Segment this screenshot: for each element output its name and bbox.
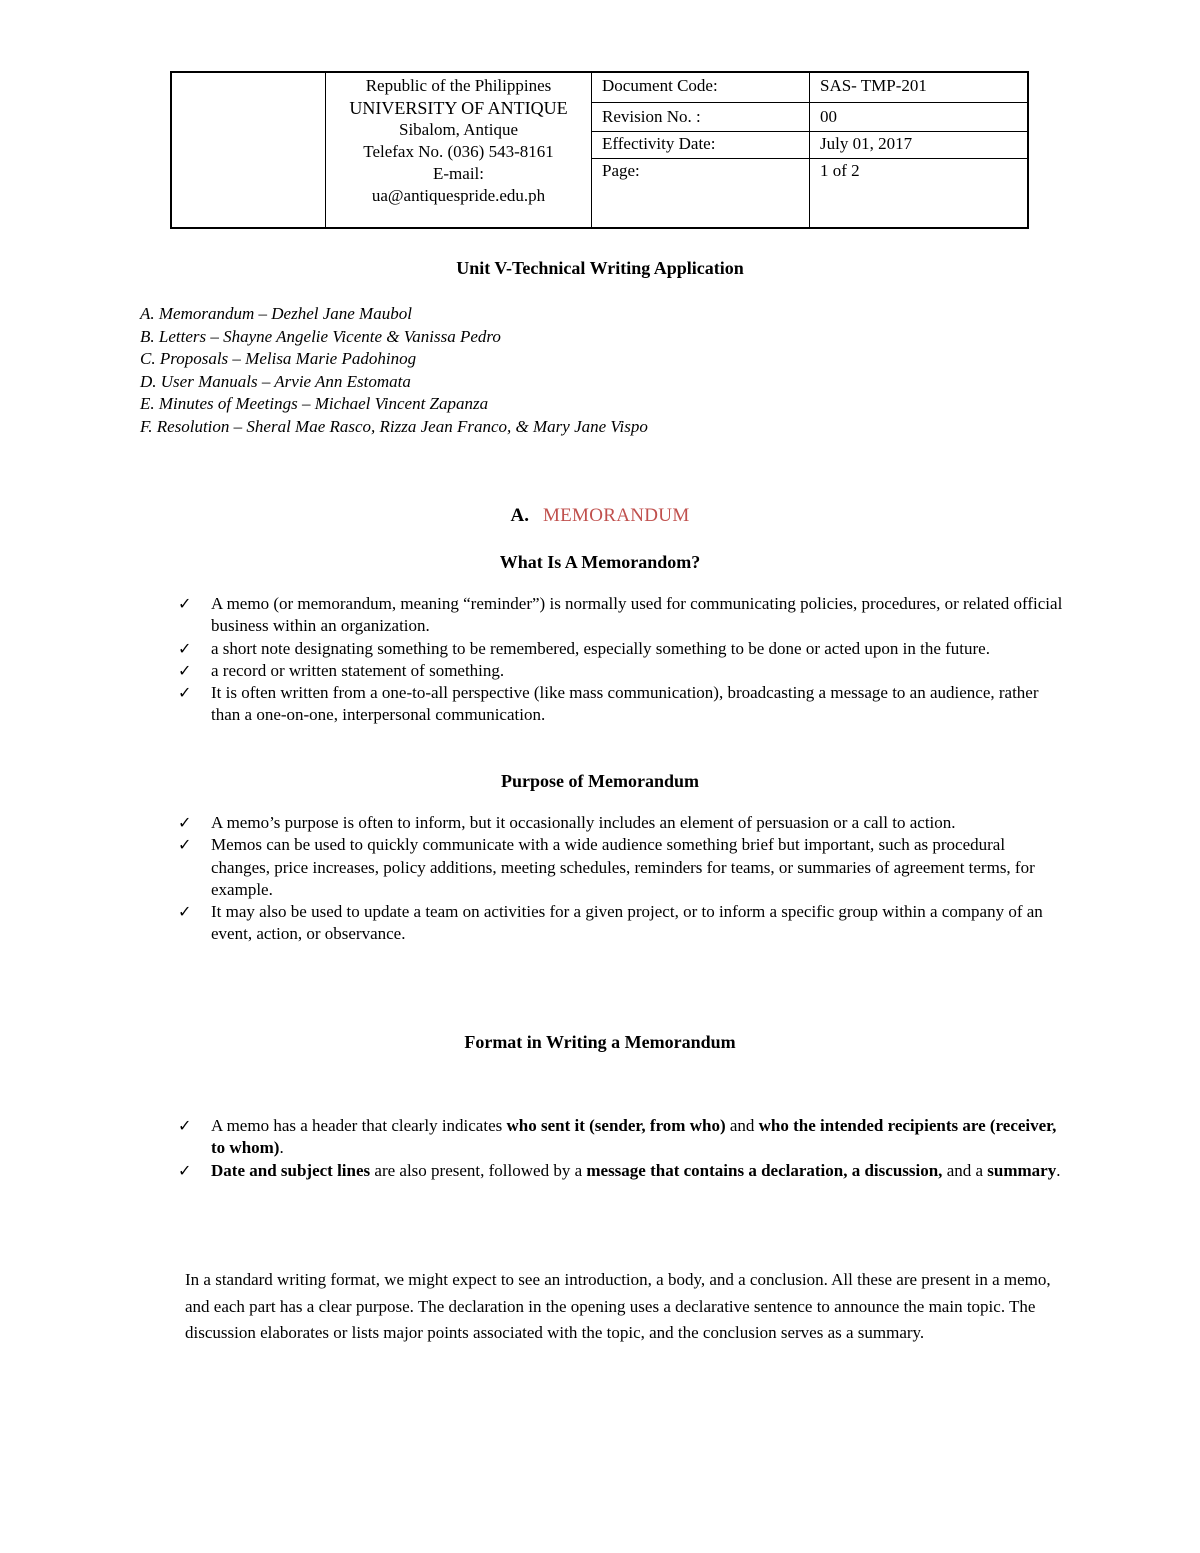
format-text: and — [725, 1116, 759, 1135]
list-item-text: Memos can be used to quickly communicate with a wide audience something brief but important, such as procedural changes, price increases, policy additions, meeting schedules, reminders for teams, or summaries of agreement terms, for example. — [211, 835, 1035, 899]
institution-republic: Republic of the Philippines — [365, 76, 552, 95]
format-bold: who the intended recipients are (receiver, to whom) — [211, 1116, 1057, 1158]
list-item — [178, 1160, 1068, 1182]
list-item — [178, 660, 1068, 682]
list-item-text: A memo (or memorandum, meaning “reminder”) is normally used for communicating policies, procedures, or related official business within an organization. — [211, 594, 1063, 636]
check-icon: ✓ — [178, 594, 192, 613]
purpose-heading: Purpose of Memorandum — [501, 771, 699, 791]
list-item-text: It may also be used to update a team on activities for a given project, or to inform a specific group within a company of an event, action, or observance. — [211, 902, 1043, 944]
list-item — [178, 638, 1068, 660]
document-header-table — [170, 71, 1029, 229]
unit-title: Unit V-Technical Writing Application — [456, 258, 744, 278]
what-is-list — [178, 593, 1068, 727]
summary-paragraph: In a standard writing format, we might expect to see an introduction, a body, and a conclusion. All these are present in a memo, and each part has a clear purpose. The declaration in the opening uses a declarative sentence to announce the main topic. The discussion elaborates or lists major points associated with the topic, and the conclusion serves as a summary. — [185, 1270, 1051, 1342]
format-text: . — [279, 1138, 284, 1158]
document-code-value: SAS- TMP-201 — [810, 73, 1029, 103]
list-item-text: It is often written from a one-to-all perspective (like mass communication), broadcasting a message to an audience, rather than a one-on-one, interpersonal communication. — [211, 683, 1039, 725]
list-item — [178, 682, 1068, 727]
list-item-text: a record or written statement of something. — [211, 660, 505, 680]
check-icon: ✓ — [178, 1116, 192, 1135]
format-bold: Date and subject lines — [211, 1160, 371, 1180]
institution-email: ua@antiquespride.edu.ph — [371, 186, 546, 205]
format-text: . — [1056, 1160, 1061, 1180]
list-item — [178, 834, 1068, 901]
institution-telefax: Telefax No. (036) 543-8161 — [363, 142, 554, 161]
check-icon: ✓ — [178, 638, 192, 658]
format-text: A memo has a header that clearly indicates — [211, 1116, 507, 1135]
section-letter: A. — [510, 505, 529, 526]
member-item: D. User Manuals – Arvie Ann Estomata — [140, 371, 411, 391]
effectivity-label: Effectivity Date: — [592, 132, 810, 159]
list-item-text: a short note designating something to be remembered, especially something to be done or acted upon in the future. — [211, 638, 990, 658]
check-icon: ✓ — [178, 660, 192, 680]
page-label: Page: — [592, 159, 810, 227]
member-item: C. Proposals – Melisa Marie Padohinog — [140, 349, 417, 369]
check-icon: ✓ — [178, 683, 192, 703]
member-item: B. Letters – Shayne Angelie Vicente & Vanissa Pedro — [140, 326, 501, 346]
format-bold: who sent it (sender, from who) — [506, 1116, 726, 1135]
page-value: 1 of 2 — [820, 161, 860, 180]
institution-email-label: E-mail: — [433, 164, 484, 183]
format-heading: Format in Writing a Memorandum — [464, 1032, 736, 1052]
institution-block — [326, 73, 592, 227]
format-list — [178, 1115, 1068, 1182]
logo-cell — [172, 73, 326, 227]
member-item: F. Resolution – Sheral Mae Rasco, Rizza Jean Franco, & Mary Jane Vispo — [140, 416, 648, 436]
revision-value: 00 — [810, 103, 1029, 132]
check-icon: ✓ — [178, 835, 192, 855]
check-icon: ✓ — [178, 902, 192, 922]
what-is-heading: What Is A Memorandom? — [499, 552, 701, 572]
check-icon: ✓ — [178, 1160, 192, 1180]
section-title: MEMORANDUM — [542, 505, 690, 526]
section-heading — [0, 504, 1200, 528]
format-text: and a — [942, 1160, 988, 1180]
institution-name: UNIVERSITY OF ANTIQUE — [349, 98, 568, 118]
member-item: E. Minutes of Meetings – Michael Vincent Zapanza — [140, 394, 489, 414]
format-text: are also present, followed by a — [370, 1160, 587, 1180]
list-item — [178, 812, 1068, 834]
list-item — [178, 593, 1068, 638]
check-icon: ✓ — [178, 813, 192, 832]
member-list — [140, 303, 648, 439]
revision-label: Revision No. : — [592, 103, 810, 132]
document-code-label: Document Code: — [592, 73, 810, 103]
institution-address: Sibalom, Antique — [399, 120, 518, 139]
effectivity-value: July 01, 2017 — [810, 132, 1029, 159]
list-item — [178, 1115, 1068, 1160]
list-item-text: A memo’s purpose is often to inform, but it occasionally includes an element of persuasion or a call to action. — [211, 813, 956, 832]
format-bold: message that contains a declaration, a discussion, — [586, 1160, 943, 1180]
list-item — [178, 901, 1068, 946]
member-item: A. Memorandum – Dezhel Jane Maubol — [140, 304, 412, 323]
format-bold: summary — [987, 1160, 1057, 1180]
purpose-list — [178, 812, 1068, 946]
